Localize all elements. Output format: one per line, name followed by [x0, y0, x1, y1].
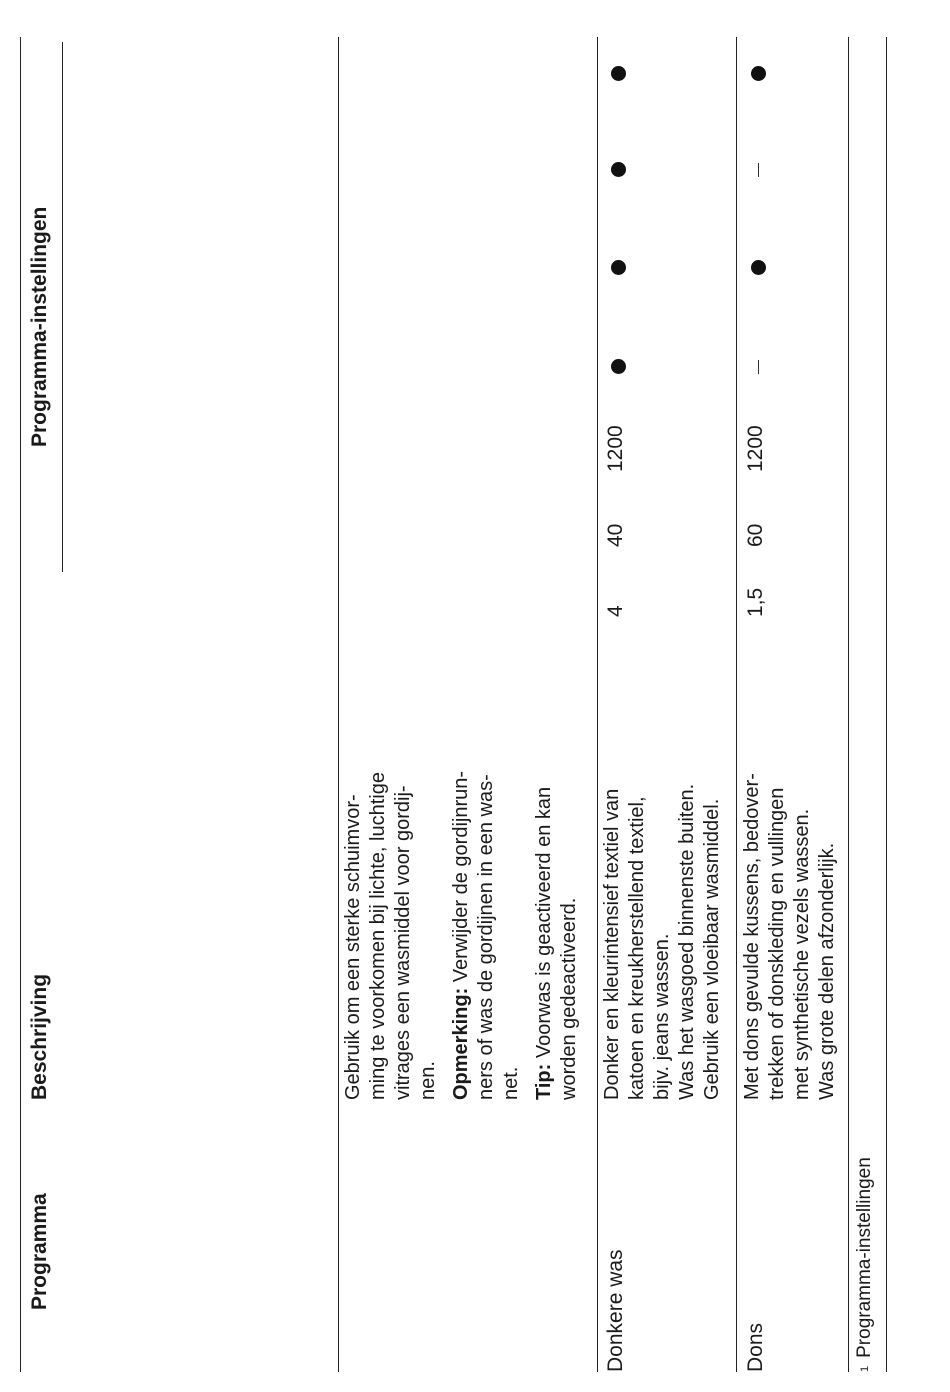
program-name: Dons — [744, 1322, 767, 1372]
footnote-marker: 1 — [859, 1365, 871, 1372]
tip-label: Tip: — [533, 1063, 555, 1100]
temp-value: 60 — [744, 523, 767, 547]
temp-value: 40 — [604, 523, 627, 547]
tip-line: worden gedeactiveerd. — [558, 897, 580, 1100]
footnote-text: Programma-instellingen — [854, 1157, 875, 1358]
row-rule-2 — [736, 37, 737, 1372]
note-line: ners of was de gordijnen in een was- — [475, 774, 497, 1100]
option-marker-1-0 — [758, 360, 759, 374]
option-marker-1-1 — [751, 260, 766, 275]
desc-line: nen. — [417, 1061, 439, 1100]
footnote-rule — [848, 37, 849, 1372]
footnote — [853, 1157, 877, 1372]
load-value: 4 — [604, 605, 627, 617]
top-rule — [20, 37, 21, 1372]
note-label: Opmerking: — [450, 987, 472, 1100]
row-description — [600, 784, 725, 1100]
desc-line: Was grote delen afzonderlijk. — [816, 842, 838, 1100]
row-description — [740, 773, 840, 1100]
option-marker-1-3 — [751, 66, 766, 81]
note-text: Verwijder de gordijnrun- — [450, 770, 472, 988]
note-line: net. — [500, 1066, 522, 1100]
option-marker-0-3 — [611, 66, 626, 81]
desc-line: Gebruik om een sterke schuimvor- — [342, 794, 364, 1100]
desc-line: Met dons gevulde kussens, bedover- — [741, 773, 763, 1100]
desc-line: trekken of donskleding en vullingen — [766, 787, 788, 1100]
option-marker-0-1 — [611, 260, 626, 275]
option-marker-1-2 — [758, 163, 759, 177]
header-programma-instellingen: Programma-instellingen — [28, 206, 51, 447]
desc-line: bijv. jeans wassen. — [651, 933, 673, 1100]
bottom-rule — [886, 37, 887, 1372]
desc-line: Was het wasgoed binnenste buiten. — [676, 783, 698, 1100]
spin-value: 1200 — [744, 425, 767, 472]
option-marker-0-0 — [611, 359, 626, 374]
program-name: Donkere was — [604, 1249, 627, 1372]
desc-line: Gebruik een vloeibaar wasmiddel. — [701, 798, 723, 1100]
spin-value: 1200 — [604, 425, 627, 472]
header-bottom-rule — [338, 37, 339, 1372]
load-value: 1,5 — [744, 587, 767, 617]
desc-line: Donker en kleurintensief textiel van — [601, 788, 623, 1100]
desc-line: katoen en kreukherstellend textiel, — [626, 796, 648, 1100]
tip-text: Voorwas is geactiveerd en kan — [533, 786, 555, 1064]
desc-line: ming te voorkomen bij lichte, luchtige — [367, 772, 389, 1100]
header-programma: Programma — [28, 1193, 51, 1310]
header-beschrijving: Beschrijving — [28, 973, 51, 1100]
desc-line: vitrages een wasmiddel voor gordij- — [392, 785, 414, 1100]
row-rule-1 — [597, 37, 598, 1372]
desc-line: met synthetische vezels wassen. — [791, 808, 813, 1100]
settings-header-rule — [62, 42, 63, 572]
option-marker-0-2 — [611, 162, 626, 177]
continued-description — [341, 771, 590, 1100]
